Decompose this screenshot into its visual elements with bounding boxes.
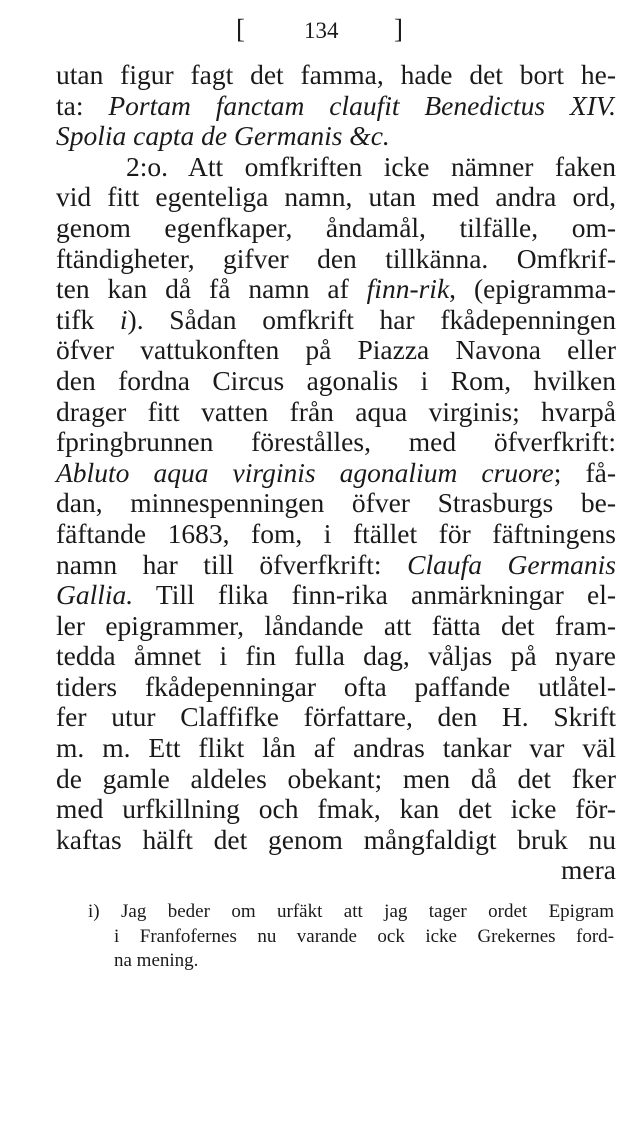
text-line [56, 244, 616, 275]
text-line [56, 305, 616, 336]
text-line [56, 182, 616, 213]
main-text [56, 60, 616, 886]
text-segment: tedda åmnet i fin fulla dag, våljas på nyare [56, 640, 616, 672]
text-segment: fäftande 1683, fom, i ftället för fäftningens [56, 517, 616, 549]
text-segment: dan, minnespenningen öfver Strasburgs be- [56, 487, 616, 519]
header-bracket-right: ] [394, 14, 403, 44]
text-line [56, 733, 616, 764]
italic-latin-inscription: Abluto aqua virginis agonalium cruore [56, 456, 554, 488]
text-line [56, 274, 616, 305]
text-line [56, 825, 616, 856]
text-line [56, 366, 616, 397]
text-segment: 2:o. Att omfkriften icke nämner faken [126, 150, 616, 182]
text-line [56, 458, 616, 489]
text-line [56, 213, 616, 244]
text-segment: ftändigheter, gifver den tillkänna. Omfkrif- [56, 242, 616, 274]
text-segment: fer utur Claffifke författare, den H. Skrift [56, 701, 616, 733]
text-segment: genom egenfkaper, åndamål, tilfälle, om- [56, 211, 616, 243]
text-line [56, 121, 616, 152]
footnote [88, 900, 614, 974]
footnote-text: Jag beder om urfäkt att jag tager ordet Epigram [121, 901, 614, 922]
text-segment: ; få- [553, 456, 616, 488]
text-segment: den fordna Circus agonalis i Rom, hvilken [56, 364, 616, 396]
text-segment: tifk [56, 303, 120, 335]
text-segment: , (epigramma- [449, 273, 616, 305]
text-segment: fpringbrunnen förestålles, med öfverfkrift: [56, 426, 616, 458]
italic-latin-inscription: Gallia. [56, 579, 134, 611]
text-line [56, 550, 616, 581]
text-segment: ten kan då få namn af [56, 273, 367, 305]
text-line [56, 519, 616, 550]
text-line [56, 672, 616, 703]
footnote-line [88, 900, 614, 925]
footnote-reference: i [119, 303, 128, 335]
italic-term: finn-rik [366, 273, 450, 305]
text-segment: Till flika finn-rika anmärkningar el- [133, 579, 616, 611]
text-segment: tiders fkådepenningar ofta paffande utlåtel- [56, 670, 616, 702]
text-line [56, 335, 616, 366]
text-line [56, 427, 616, 458]
text-line [56, 611, 616, 642]
text-segment: m. m. Ett flikt lån af andras tankar var väl [56, 732, 616, 764]
text-line [56, 702, 616, 733]
page-header [0, 14, 637, 54]
text-segment: ta: [56, 89, 109, 121]
text-line [56, 794, 616, 825]
text-line [56, 397, 616, 428]
text-line [56, 488, 616, 519]
page-number: 134 [304, 18, 339, 43]
text-line [56, 580, 616, 611]
text-segment: ler epigrammer, låndande att fätta det fram- [56, 609, 616, 641]
italic-latin-inscription: Portam fanctam claufit Benedictus XIV. [108, 89, 616, 121]
italic-latin-inscription: Claufa Germanis [407, 548, 617, 580]
footnote-text: na mening. [114, 950, 199, 971]
text-segment: namn har till öfverfkrift: [56, 548, 408, 580]
footnote-marker: i) [88, 901, 100, 922]
text-segment: vid fitt egenteliga namn, utan med andra ord, [56, 181, 616, 213]
italic-latin-inscription: Spolia capta de Germanis &c. [56, 120, 390, 152]
catchword-text: mera [561, 854, 616, 886]
footnote-text: i Franfofernes nu varande ock icke Grekernes ford- [114, 925, 614, 947]
text-line [56, 60, 616, 91]
header-bracket-left: [ [236, 14, 245, 44]
text-line [56, 764, 616, 795]
text-segment: ). Sådan omfkrift har fkådepenningen [127, 303, 616, 335]
text-line [56, 91, 616, 122]
text-segment: med urfkillning och fmak, kan det icke för- [56, 793, 616, 825]
text-segment: kaftas hälft det genom mångfaldigt bruk nu [56, 823, 616, 855]
text-segment: drager fitt vatten från aqua virginis; hvarpå [56, 395, 616, 427]
text-segment: de gamle aldeles obekant; men då det fker [56, 762, 616, 794]
text-segment: öfver vattukonften på Piazza Navona eller [56, 334, 616, 366]
text-line [56, 152, 616, 183]
footnote-line [88, 949, 614, 974]
text-segment: utan figur fagt det famma, hade det bort he- [56, 59, 616, 90]
footnote-line [88, 925, 614, 950]
catchword [56, 855, 616, 886]
text-line [56, 641, 616, 672]
